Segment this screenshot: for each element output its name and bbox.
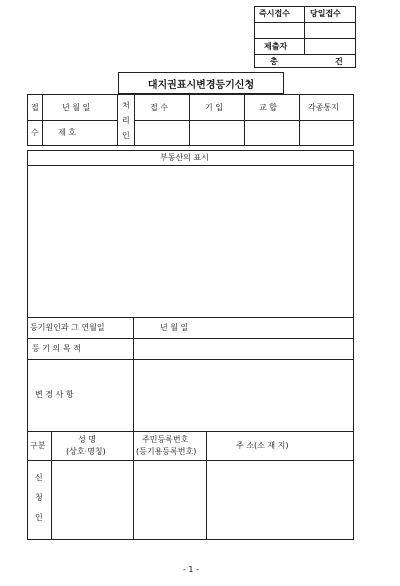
applicant-side-3: 인 (35, 513, 43, 522)
applicant-id-sub: (등기용등록번호) (136, 447, 197, 456)
number-label: 제 호 (58, 128, 76, 137)
total-label: 총 (270, 57, 278, 66)
change-label: 변 경 사 항 (35, 390, 74, 399)
cause-label: 등기원인과 그 연월일 (30, 323, 105, 332)
col-entry: 기 입 (205, 103, 223, 112)
applicant-name-field[interactable] (52, 461, 132, 539)
col-collate: 교 합 (259, 103, 277, 112)
col-notice: 각종통지 (308, 103, 339, 112)
applicant-id-header: 주민등록번호 (142, 435, 189, 444)
applicant-address-header: 주 소(소 재 지) (236, 441, 289, 450)
property-label: 부동산의 표시 (160, 153, 209, 162)
receipt-label-top: 접 (31, 103, 39, 112)
page-number: - 1 - (183, 565, 199, 574)
form-title (118, 72, 284, 94)
purpose-label: 등 기 의 목 적 (32, 344, 81, 353)
process-label: 처리인 (122, 101, 130, 140)
col-receipt: 접 수 (150, 103, 168, 112)
purpose-field[interactable] (134, 339, 353, 358)
applicant-address-field[interactable] (207, 461, 353, 539)
change-field[interactable] (134, 360, 353, 430)
applicant-id-field[interactable] (134, 461, 205, 539)
submitter-label: 제출자 (264, 42, 288, 51)
receipt-label-bottom: 수 (31, 128, 39, 137)
total-unit: 건 (335, 57, 343, 66)
sameday-receipt-label: 당일접수 (310, 9, 341, 18)
applicant-type-header: 구분 (30, 441, 46, 450)
applicant-side-1: 신 (35, 473, 43, 482)
applicant-name-header: 성 명 (78, 435, 96, 444)
immediate-receipt-label: 즉시접수 (259, 9, 290, 18)
date-label: 년 월 일 (62, 103, 91, 112)
applicant-name-sub: (상호·명칭) (66, 447, 106, 456)
property-area[interactable] (28, 166, 353, 316)
applicant-side-2: 청 (35, 493, 43, 502)
form-title-text: 대지권표시변경등기신청 (147, 79, 255, 91)
cause-date[interactable]: 년 월 일 (160, 323, 189, 332)
